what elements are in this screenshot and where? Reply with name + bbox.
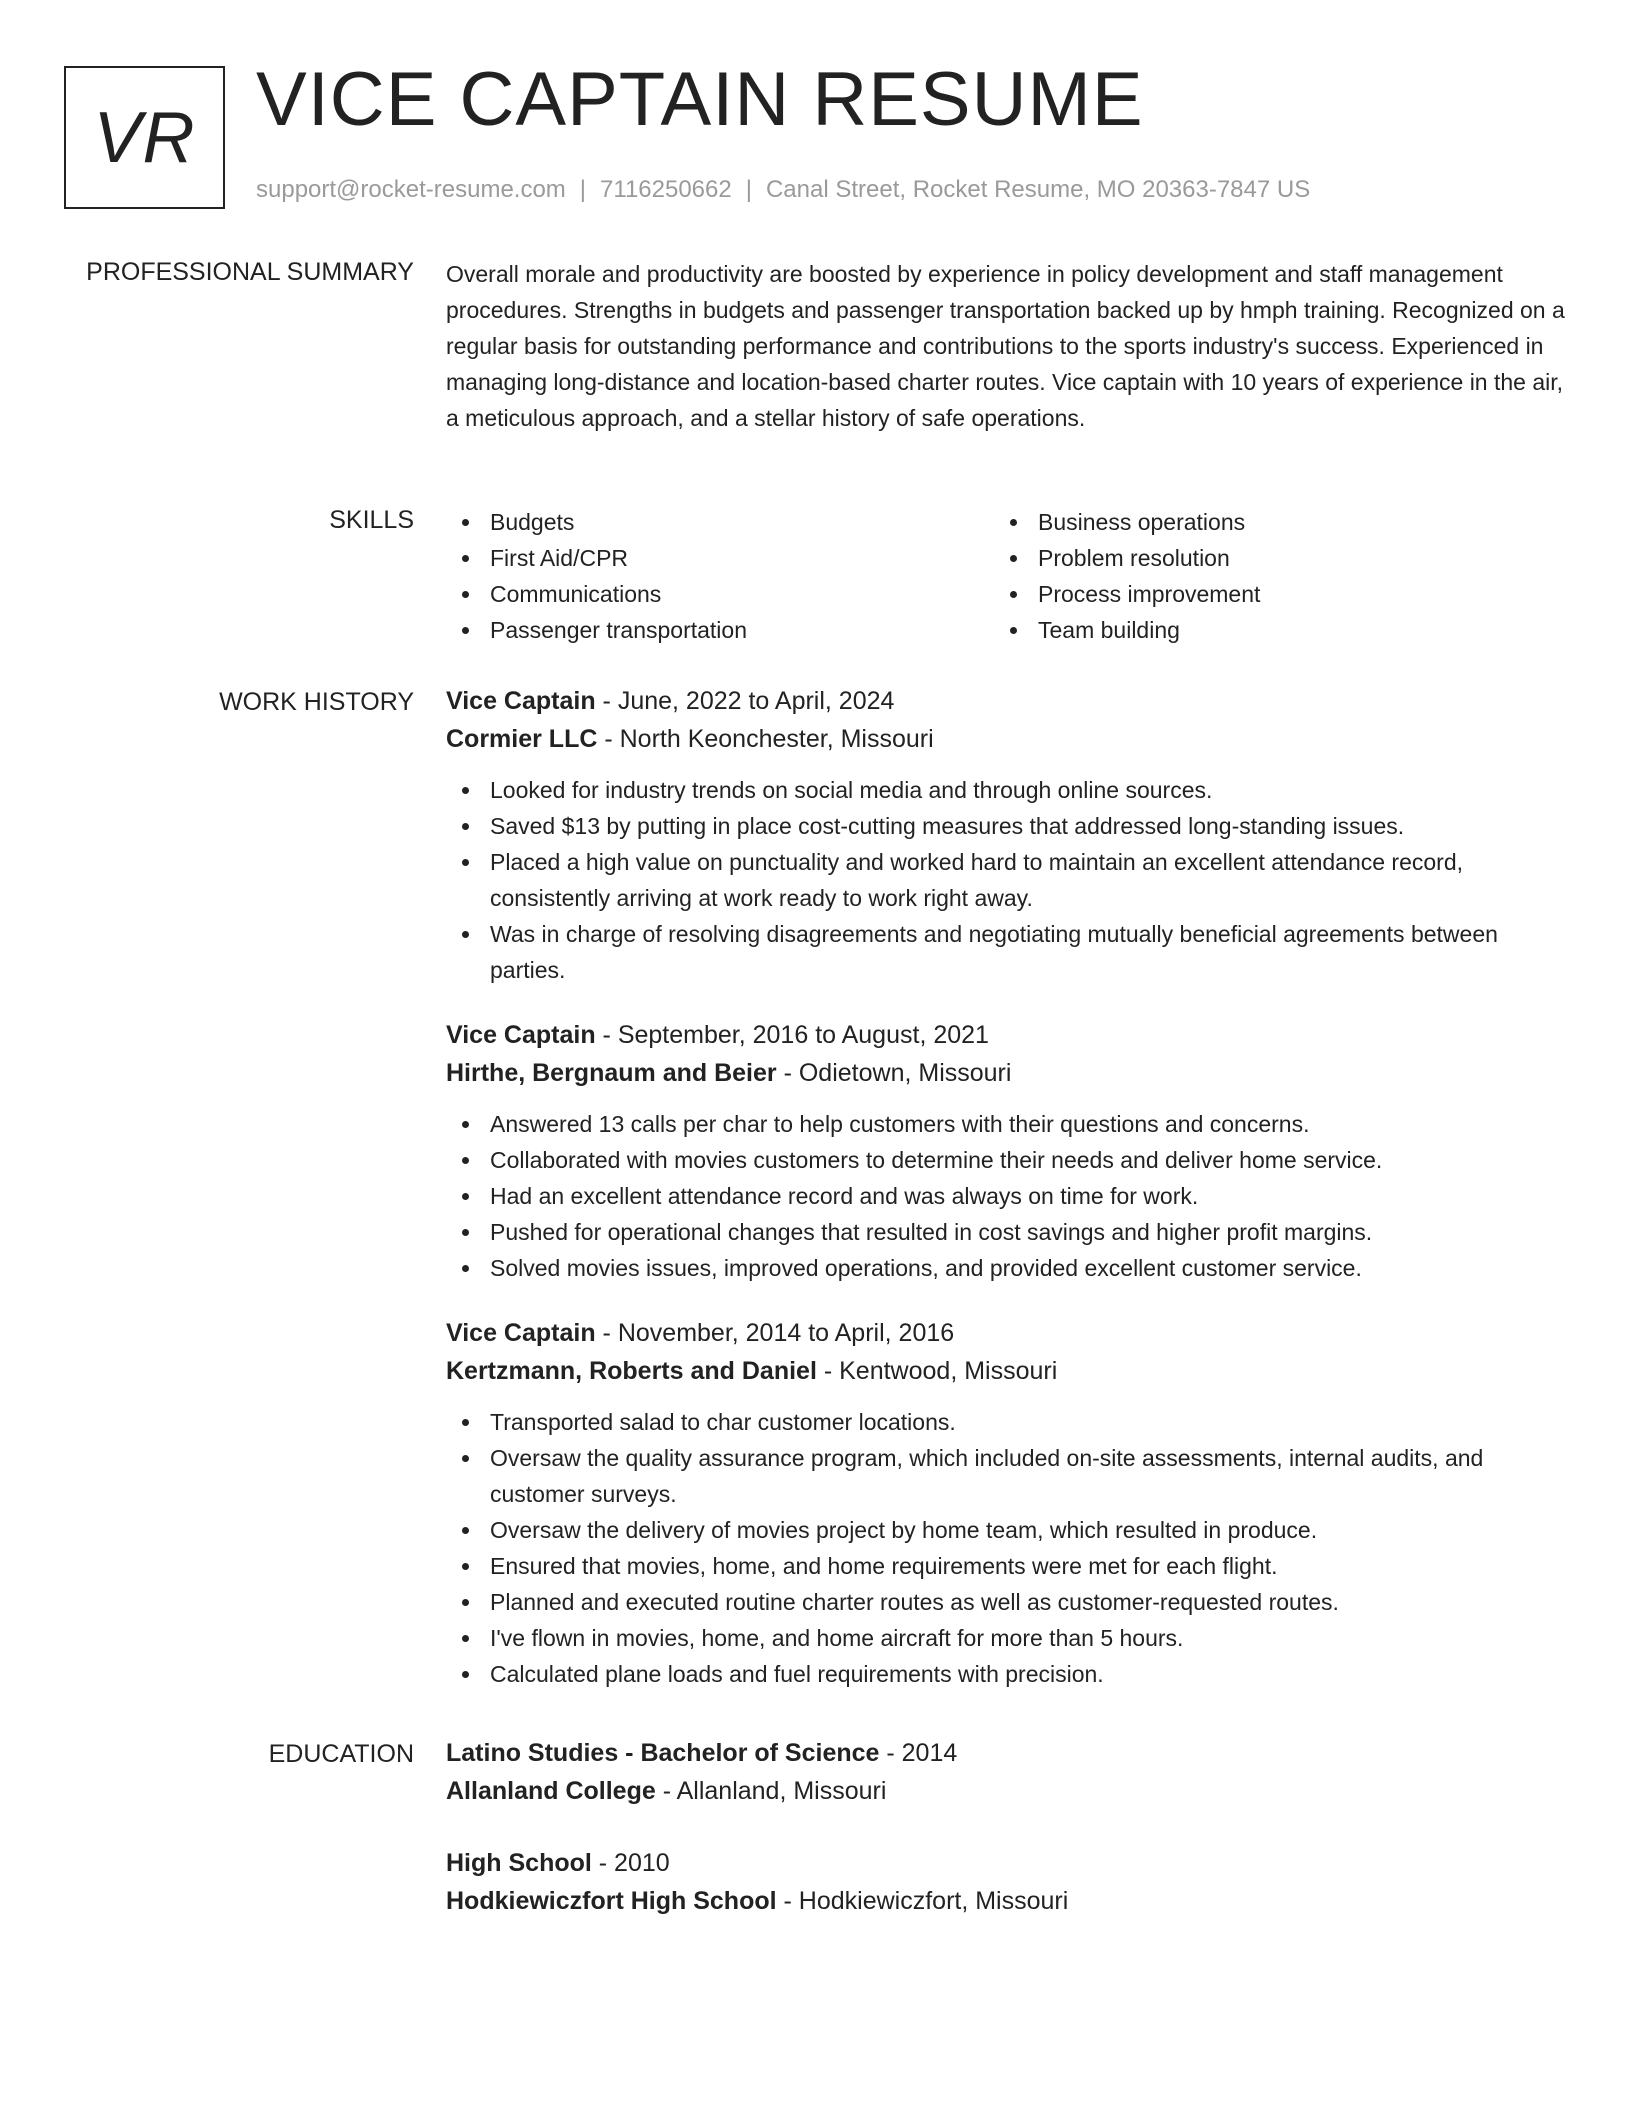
job-entry [446, 1314, 1566, 1692]
job-company: Kertzmann, Roberts and Daniel [446, 1357, 817, 1385]
skills-column-left [446, 504, 994, 648]
job-location: - Odietown, Missouri [776, 1059, 1012, 1087]
job-title: Vice Captain [446, 687, 596, 715]
job-bullet: Planned and executed routine charter routes as well as customer-requested routes. [446, 1584, 1566, 1620]
skill-item: Budgets [446, 504, 994, 540]
education-school-line [446, 1772, 1566, 1810]
job-bullet: Oversaw the delivery of movies project by home team, which resulted in produce. [446, 1512, 1566, 1548]
resume-title: VICE CAPTAIN RESUME [256, 57, 1144, 142]
contact-line [256, 176, 1310, 204]
education-year: - 2010 [591, 1849, 670, 1877]
job-company-line [446, 1352, 1566, 1390]
job-title: Vice Captain [446, 1021, 596, 1049]
contact-phone: 7116250662 [600, 176, 732, 203]
contact-email: support@rocket-resume.com [256, 176, 566, 203]
job-bullets [446, 772, 1566, 988]
education-degree: High School [446, 1849, 592, 1877]
job-title-line [446, 1016, 1566, 1054]
skills-grid [446, 504, 1546, 648]
job-bullet: Collaborated with movies customers to determine their needs and deliver home service. [446, 1142, 1566, 1178]
job-location: - North Keonchester, Missouri [597, 725, 934, 753]
skill-item: Process improvement [994, 576, 1542, 612]
education-location: - Hodkiewiczfort, Missouri [776, 1887, 1069, 1915]
skill-item: Team building [994, 612, 1542, 648]
skill-item: First Aid/CPR [446, 540, 994, 576]
education-degree-line [446, 1844, 1566, 1882]
job-bullet: Calculated plane loads and fuel requirements with precision. [446, 1656, 1566, 1692]
job-bullet: Placed a high value on punctuality and worked hard to maintain an excellent attendance record, consistently arriving at work ready to work right away. [446, 844, 1566, 916]
education-school: Allanland College [446, 1777, 656, 1805]
job-location: - Kentwood, Missouri [816, 1357, 1058, 1385]
job-bullet: Answered 13 calls per char to help customers with their questions and concerns. [446, 1106, 1566, 1142]
contact-separator: | [745, 176, 752, 203]
job-bullets [446, 1404, 1566, 1692]
job-bullet: Saved $13 by putting in place cost-cutting measures that addressed long-standing issues. [446, 808, 1566, 844]
skill-item: Business operations [994, 504, 1542, 540]
contact-address: Canal Street, Rocket Resume, MO 20363-7847 US [765, 176, 1311, 203]
education-location: - Allanland, Missouri [655, 1777, 887, 1805]
job-company-line [446, 1054, 1566, 1092]
education-school-line [446, 1882, 1566, 1920]
education-entry [446, 1734, 1566, 1810]
skill-item: Problem resolution [994, 540, 1542, 576]
contact-separator: | [579, 176, 587, 203]
job-bullet: Had an excellent attendance record and was always on time for work. [446, 1178, 1566, 1214]
education-degree-line [446, 1734, 1566, 1772]
job-title-line [446, 682, 1566, 720]
job-bullet: I've flown in movies, home, and home aircraft for more than 5 hours. [446, 1620, 1566, 1656]
education-year: - 2014 [879, 1739, 958, 1767]
job-dates: - November, 2014 to April, 2016 [595, 1319, 955, 1347]
skills-heading: SKILLS [329, 506, 414, 534]
summary-text: Overall morale and productivity are boosted by experience in policy development and staff management procedures. Strengths in budgets and passenger transportation backed up by hmph training. Recognized on a regular basis for outstanding performance and contributions to the sports industry's success. Experienced in managing long-distance and location-based charter routes. Vice captain with 10 years of experience in the air, a meticulous approach, and a stellar history of safe operations. [446, 261, 1565, 431]
job-company-line [446, 720, 1566, 758]
monogram-initials: VR [93, 97, 196, 178]
job-bullet: Pushed for operational changes that resulted in cost savings and higher profit margins. [446, 1214, 1566, 1250]
job-dates: - June, 2022 to April, 2024 [595, 687, 895, 715]
job-entry [446, 682, 1566, 988]
education-degree: Latino Studies - Bachelor of Science [446, 1739, 880, 1767]
job-dates: - September, 2016 to August, 2021 [595, 1021, 989, 1049]
education-heading: EDUCATION [268, 1740, 414, 1768]
skills-column-right [994, 504, 1542, 648]
job-bullet: Transported salad to char customer locations. [446, 1404, 1566, 1440]
education-entry [446, 1844, 1566, 1920]
education-school: Hodkiewiczfort High School [446, 1887, 777, 1915]
skill-item: Communications [446, 576, 994, 612]
skill-item: Passenger transportation [446, 612, 994, 648]
monogram-box [64, 66, 225, 209]
job-bullets [446, 1106, 1566, 1286]
work-history-heading: WORK HISTORY [219, 688, 414, 716]
job-bullet: Ensured that movies, home, and home requirements were met for each flight. [446, 1548, 1566, 1584]
job-bullet: Was in charge of resolving disagreements and negotiating mutually beneficial agreements between parties. [446, 916, 1566, 988]
summary-heading: PROFESSIONAL SUMMARY [86, 258, 414, 286]
job-bullet: Solved movies issues, improved operations, and provided excellent customer service. [446, 1250, 1566, 1286]
job-company: Cormier LLC [446, 725, 598, 753]
job-title: Vice Captain [446, 1319, 596, 1347]
job-entry [446, 1016, 1566, 1286]
job-title-line [446, 1314, 1566, 1352]
job-bullet: Looked for industry trends on social media and through online sources. [446, 772, 1566, 808]
job-bullet: Oversaw the quality assurance program, which included on-site assessments, internal audits, and customer surveys. [446, 1440, 1566, 1512]
job-company: Hirthe, Bergnaum and Beier [446, 1059, 777, 1087]
